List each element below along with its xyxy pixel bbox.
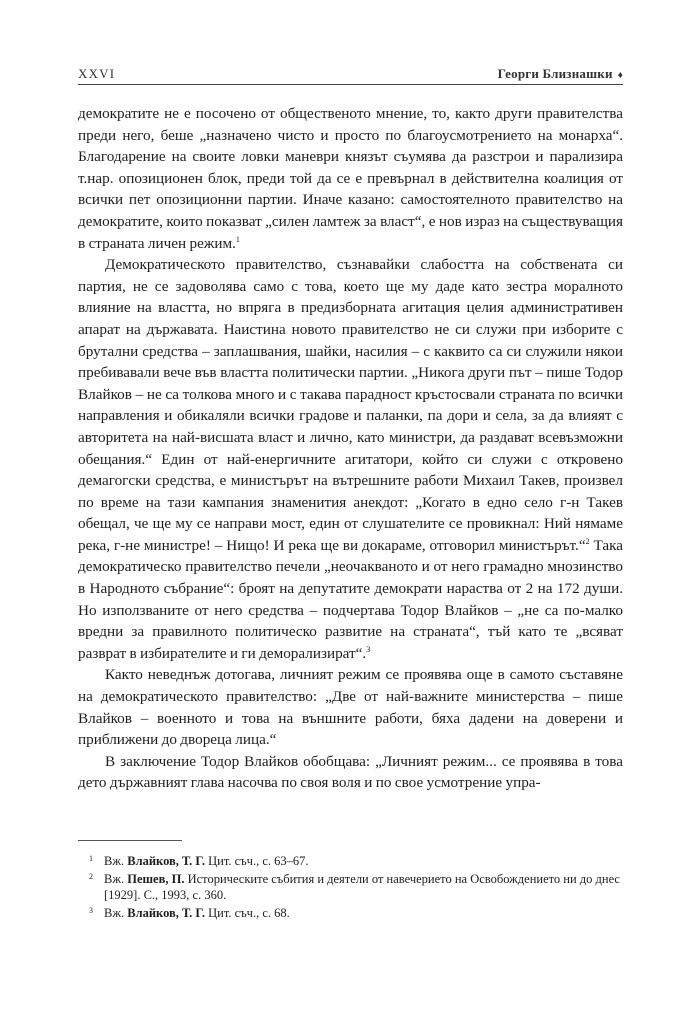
author-name: Георги Близнашки [497,66,613,81]
header-rule [78,84,623,85]
footnote-prefix: Вж. [104,905,128,920]
paragraph-2-text-b: Така демократическо правителство печели „неочакваното и от него грамадно мнозинство в Народното събрание“: броят на депутатите демократи нараства от 2 на 172 души. Но използваните от него средства – подчертава Тодор Влайков – „не са по-малко вредни за правилното политическо развитие на страната“, тъй като те „всяват разврат в избирателите и ги деморализират“. [78,536,623,662]
footnote-prefix: Вж. [104,854,128,868]
paragraph-2 [78,254,623,664]
paragraph-1 [78,103,623,254]
footnote-citation: Цит. съч., с. 68. [205,905,290,920]
footnote-author: Влайков, Т. Г. [127,905,206,920]
footnote-2 [78,871,623,904]
footnote-number: 3 [89,905,93,915]
page-number: XXVI [78,66,116,81]
footnote-author: Пешев, П. [127,871,185,886]
main-text [78,103,623,794]
footnote-number: 1 [89,854,93,863]
footnote-prefix: Вж. [104,871,128,886]
footnotes [78,853,623,922]
footnote-citation: Цит. съч., с. 63–67. [205,854,309,868]
footnote-1 [78,853,623,870]
diamond-ornament-icon: ♦ [617,70,623,81]
running-head [78,66,623,82]
footnote-rule [78,840,182,841]
footnote-number: 2 [89,871,93,881]
paragraph-4: В заключение Тодор Влайков обобщава: „Личният режим... се проявява в това дето държавният глава насочва по своя воля и по свое усмотрение упра- [78,752,623,792]
footnote-3 [78,905,623,922]
paragraph-1-text: демократите не е посочено от общественото мнение, то, както други правителства преди него, беше „назначено чисто и просто по благоусмотрението на монарха“. Благодарение на своите ловки маневри князът съумява да разстрои и парализира т.нар. опозиционен блок, преди той да се е превърнал в действителна коалиция от всички пет опозиционни партии. Иначе казано: самостоятелното правителство на демократите, които показват „силен ламтеж за власт“, е нов израз на съществуващия в страната личен режим. [78,105,623,252]
footnote-citation: Историческите събития и деятели от навечерието на Освобождението ни до днес [1929]. С., 1993, с. 360. [104,871,620,903]
running-head-author [498,66,623,82]
footnote-ref-2[interactable]: 2 [585,536,590,546]
paragraph-2-text-a: Демократическото правителство, съзнавайки слабостта на собствената си партия, не се задоволява само с това, което ще му даде като зестра моралното влияние на властта, но впряга в предизборната агитация целия административен апарат на държавата. Наистина новото правителство не си служи при изборите с брутални средства – заплашвания, шайки, насилия – с каквито са си служили някои пребивавали вече във властта политически партии. „Никога други път – пише Тодор Влайков – не са толкова много и с такава парадност кръстосвали страната по всички направления и обикаляли всички градове и паланки, па дори и села, за да влияят с авторитета на най-висшата власт и лично, като министри, да раздават всевъзможни обещания.“ Един от най-енергичните агитатори, който си служи с откровено демагогски средства, е министърът на вътрешните работи Михаил Такев, произвел по време на тази кампания знаменития анекдот: „Когато в едно село г-н Такев обещал, че ще му се направи мост, един от слушателите се провикнал: Ний нямаме река, г-не министре! – Нищо! И река ще ви докараме, отговорил министърът.“ [78,256,623,554]
footnote-ref-3[interactable]: 3 [366,644,371,654]
footnote-author: Влайков, Т. Г. [127,854,206,868]
paragraph-3: Както неведнъж дотогава, личният режим се проявява още в самото съставяне на демократическото правителство: „Две от най-важните министерства – пише Влайков – военното и това на външните работи, бяха дадени на доверени и приближени до двореца лица.“ [78,666,623,749]
footnote-ref-1[interactable]: 1 [235,234,240,244]
